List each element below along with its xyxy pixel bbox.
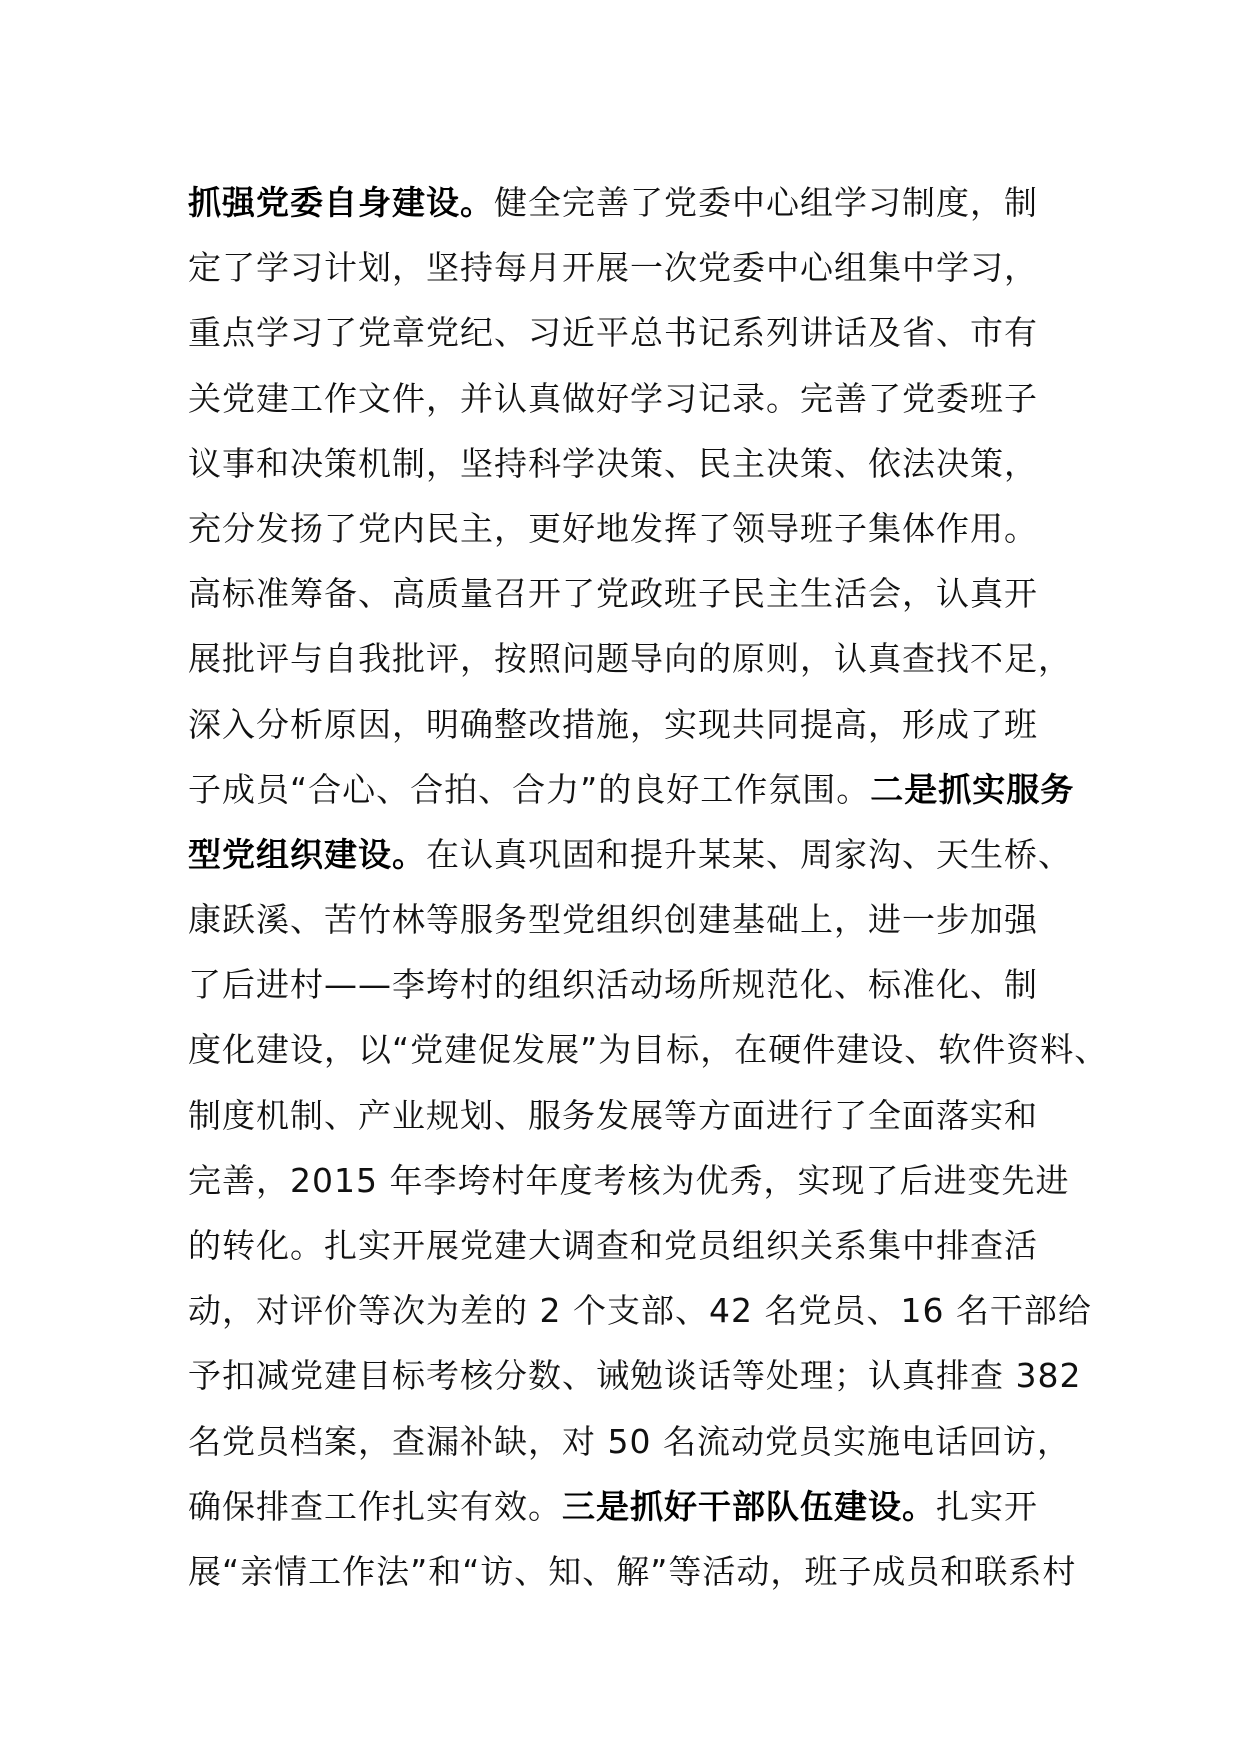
bold-heading: 二是抓实服务 — [870, 769, 1075, 809]
text-run: 制度机制、产业规划、服务发展等方面进行了全面落实和 — [188, 1095, 1038, 1135]
text-run: 的转化。扎实开展党建大调查和党员组织关系集中排查活 — [188, 1226, 1038, 1265]
bold-heading: 型党组织建设。 — [188, 834, 426, 874]
text-run: 扎实开 — [936, 1486, 1038, 1526]
text-line — [188, 431, 1088, 496]
text-line — [188, 1409, 1088, 1474]
text-run: 完善，2015 年李垮村年度考核为优秀，实现了后进变先进 — [188, 1160, 1070, 1200]
text-run: 健全完善了党委中心组学习制度，制 — [494, 183, 1038, 222]
text-line — [188, 952, 1088, 1017]
text-line — [188, 1539, 1088, 1604]
text-line — [188, 1343, 1088, 1408]
text-run: 展“亲情工作法”和“访、知、解”等活动，班子成员和联系村 — [188, 1551, 1077, 1591]
text-line — [188, 887, 1088, 952]
text-line — [188, 366, 1088, 431]
body-paragraph — [188, 170, 1109, 1604]
text-line — [188, 561, 1088, 626]
text-line — [188, 1017, 1109, 1082]
bold-heading: 抓强党委自身建设。 — [188, 183, 494, 222]
text-line — [188, 822, 1088, 887]
text-line — [188, 1474, 1088, 1539]
text-line — [188, 757, 1088, 822]
text-line — [188, 235, 1088, 300]
text-run: 在认真巩固和提升某某、周家沟、天生桥、 — [426, 834, 1072, 874]
text-run: 议事和决策机制，坚持科学决策、民主决策、依法决策， — [188, 443, 1038, 483]
text-line — [188, 496, 1088, 561]
text-run: 展批评与自我批评，按照问题导向的原则，认真查找不足， — [188, 639, 1072, 679]
text-run: 确保排查工作扎实有效。 — [188, 1486, 562, 1526]
text-run: 关党建工作文件，并认真做好学习记录。完善了党委班子 — [188, 378, 1038, 418]
text-run: 予扣减党建目标考核分数、诫勉谈话等处理；认真排查 382 — [188, 1356, 1082, 1396]
bold-heading: 三是抓好干部队伍建设。 — [562, 1486, 936, 1526]
text-run: 定了学习计划，坚持每月开展一次党委中心组集中学习， — [188, 248, 1038, 288]
text-run: 子成员“合心、合拍、合力”的良好工作氛围。 — [188, 769, 871, 809]
text-run: 度化建设，以“党建促发展”为目标，在硬件建设、软件资料、 — [188, 1030, 1109, 1070]
text-line — [188, 1278, 1092, 1343]
text-run: 名党员档案，查漏补缺，对 50 名流动党员实施电话回访， — [188, 1421, 1071, 1461]
text-line — [188, 1148, 1088, 1213]
text-line — [188, 692, 1088, 757]
text-run: 动，对评价等次为差的 2 个支部、42 名党员、16 名干部给 — [188, 1291, 1092, 1331]
text-line — [188, 300, 1088, 365]
text-line — [188, 1083, 1088, 1148]
text-run: 高标准筹备、高质量召开了党政班子民主生活会，认真开 — [188, 574, 1038, 614]
text-run: 康跃溪、苦竹林等服务型党组织创建基础上，进一步加强 — [188, 900, 1038, 940]
text-line — [188, 626, 1088, 691]
text-run: 深入分析原因，明确整改措施，实现共同提高，形成了班 — [188, 704, 1038, 744]
text-line — [188, 1213, 1088, 1278]
text-line — [188, 170, 1088, 235]
text-run: 了后进村——李垮村的组织活动场所规范化、标准化、制 — [188, 965, 1038, 1005]
text-run: 充分发扬了党内民主，更好地发挥了领导班子集体作用。 — [188, 508, 1038, 548]
text-run: 重点学习了党章党纪、习近平总书记系列讲话及省、市有 — [188, 313, 1038, 353]
